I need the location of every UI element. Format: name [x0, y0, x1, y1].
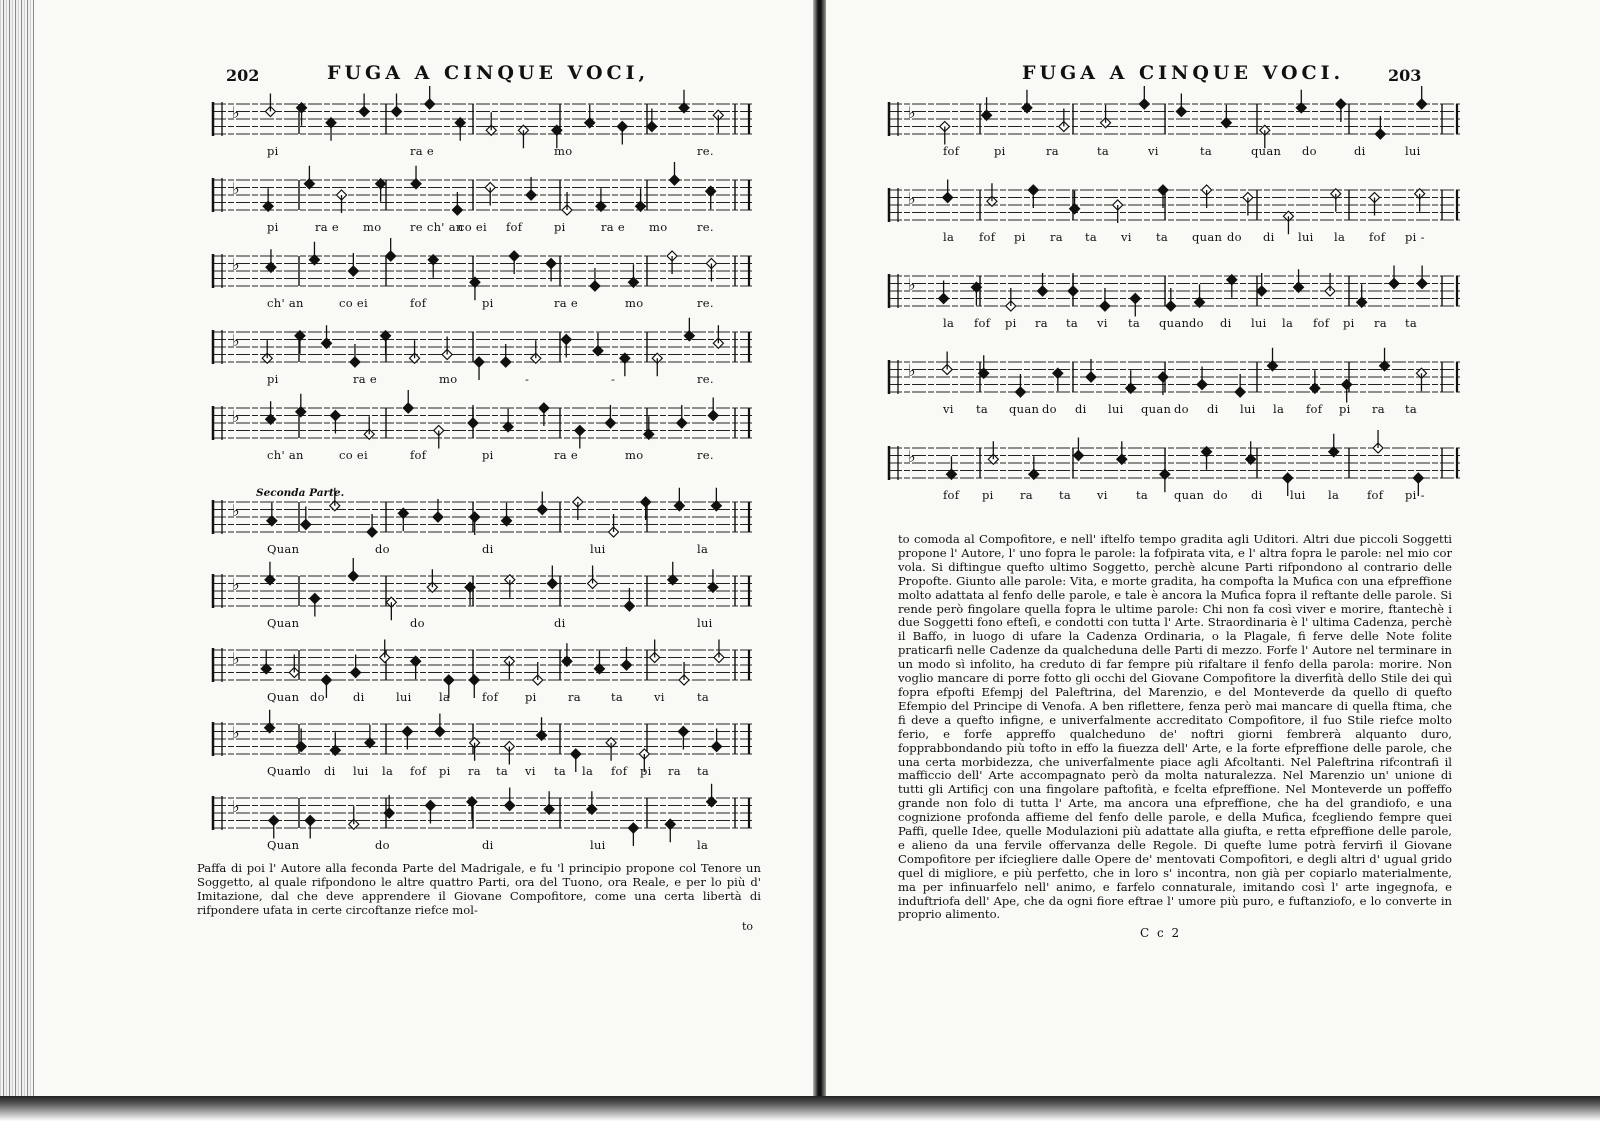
- lyric-syllable: lui: [396, 690, 412, 704]
- staff-lines: [212, 718, 752, 764]
- lyric-syllable: ra: [1374, 316, 1387, 330]
- staff-lines: [212, 98, 752, 144]
- lyric-syllable: pi: [482, 296, 494, 310]
- lyric-syllable: Quan: [267, 690, 300, 704]
- lyric-syllable: ta: [976, 402, 989, 416]
- staff-lines: [212, 250, 752, 296]
- lyric-syllable: re ch' an: [410, 220, 464, 234]
- section-label: Seconda Parte.: [256, 487, 345, 499]
- lyric-syllable: di: [353, 690, 365, 704]
- lyric-syllable: fof: [410, 296, 427, 310]
- lyric-syllable: lui: [1298, 230, 1314, 244]
- lyric-syllable: la: [1273, 402, 1285, 416]
- lyric-syllable: quan: [1159, 316, 1190, 330]
- lyric-syllable: lui: [1240, 402, 1256, 416]
- staff-lines: [212, 644, 752, 690]
- lyric-syllable: re.: [697, 448, 714, 462]
- lyric-syllable: re.: [697, 372, 714, 386]
- right-running-head: FUGA A CINQUE VOCI.: [1022, 62, 1345, 84]
- svg-text:♭: ♭: [232, 723, 240, 742]
- lyric-syllable: la: [697, 542, 709, 556]
- svg-text:♭: ♭: [232, 797, 240, 816]
- lyric-syllable: ra: [568, 690, 581, 704]
- lyric-syllable: di: [482, 838, 494, 852]
- lyric-syllable: fof: [1369, 230, 1386, 244]
- svg-text:♭: ♭: [232, 331, 240, 350]
- music-staff: [212, 326, 752, 386]
- lyric-syllable: pi: [439, 764, 451, 778]
- svg-text:♭: ♭: [232, 103, 240, 122]
- lyric-syllable: re.: [697, 296, 714, 310]
- catchword: to: [742, 920, 754, 933]
- lyric-syllable: pi -: [1405, 488, 1425, 502]
- lyric-syllable: pi: [994, 144, 1006, 158]
- music-staff: [888, 98, 1460, 158]
- lyric-syllable: vi: [1097, 316, 1108, 330]
- lyric-syllable: ra: [1372, 402, 1385, 416]
- lyric-syllable: di: [1354, 144, 1366, 158]
- lyric-syllable: Quan: [267, 542, 300, 556]
- lyric-syllable: ch' an: [267, 448, 304, 462]
- lyric-syllable: vi: [1097, 488, 1108, 502]
- lyric-syllable: ta: [1200, 144, 1213, 158]
- lyric-syllable: do: [1227, 230, 1242, 244]
- lyric-syllable: pi: [1343, 316, 1355, 330]
- lyric-syllable: ta: [1156, 230, 1169, 244]
- lyric-syllable: pi: [1014, 230, 1026, 244]
- lyric-syllable: vi: [943, 402, 954, 416]
- svg-text:♭: ♭: [232, 649, 240, 668]
- lyric-syllable: ra: [1046, 144, 1059, 158]
- staff-lines: [888, 98, 1460, 144]
- lyric-syllable: pi: [982, 488, 994, 502]
- right-page: [826, 0, 1600, 1098]
- book-binding-edge: [0, 0, 34, 1098]
- lyric-syllable: mo: [625, 296, 644, 310]
- lyric-syllable: ra e: [554, 296, 579, 310]
- music-staff: [212, 718, 752, 778]
- lyric-syllable: do: [1302, 144, 1317, 158]
- music-staff: [212, 570, 752, 630]
- lyric-syllable: vi: [654, 690, 665, 704]
- lyric-syllable: ta: [1405, 316, 1418, 330]
- lyric-syllable: fof: [410, 448, 427, 462]
- music-staff: [212, 792, 752, 852]
- lyric-syllable: co ei: [339, 448, 369, 462]
- staff-lines: [888, 442, 1460, 488]
- lyric-syllable: lui: [1290, 488, 1306, 502]
- lyric-syllable: ta: [1085, 230, 1098, 244]
- lyric-syllable: ta: [697, 764, 710, 778]
- lyric-syllable: di: [1220, 316, 1232, 330]
- lyric-syllable: pi: [525, 690, 537, 704]
- lyric-syllable: quan: [1174, 488, 1205, 502]
- lyric-syllable: lui: [1405, 144, 1421, 158]
- svg-text:♭: ♭: [908, 361, 916, 380]
- lyric-syllable: Quan: [267, 616, 300, 630]
- lyric-syllable: do: [1174, 402, 1189, 416]
- lyric-syllable: ta: [1066, 316, 1079, 330]
- lyric-syllable: ta: [496, 764, 509, 778]
- lyric-syllable: pi: [640, 764, 652, 778]
- lyric-syllable: co ei: [339, 296, 369, 310]
- lyric-syllable: pi: [267, 144, 279, 158]
- lyric-syllable: la: [1334, 230, 1346, 244]
- lyric-syllable: do: [296, 764, 311, 778]
- lyric-syllable: di: [1207, 402, 1219, 416]
- lyric-syllable: fof: [611, 764, 628, 778]
- music-staff: [888, 442, 1460, 502]
- lyric-syllable: Quan: [267, 838, 300, 852]
- lyric-syllable: ra e: [554, 448, 579, 462]
- lyric-syllable: ra e: [410, 144, 435, 158]
- lyric-syllable: do: [375, 542, 390, 556]
- staff-lines: [888, 270, 1460, 316]
- lyric-syllable: ta: [1059, 488, 1072, 502]
- lyric-syllable: vi: [525, 764, 536, 778]
- lyric-syllable: co ei: [458, 220, 488, 234]
- left-prose: [197, 862, 761, 918]
- lyric-syllable: ch' an: [267, 296, 304, 310]
- staff-lines: [212, 496, 752, 542]
- lyric-syllable: ta: [1097, 144, 1110, 158]
- lyric-syllable: di: [324, 764, 336, 778]
- lyric-syllable: -: [525, 372, 530, 386]
- bottom-edge-shadow: [0, 1096, 1600, 1121]
- lyric-syllable: la: [943, 230, 955, 244]
- right-page-number: 203: [1388, 66, 1422, 85]
- lyric-syllable: pi -: [1405, 230, 1425, 244]
- left-prose-paragraph: Paffa di poi l' Autore alla feconda Parte del Madrigale, e fu 'l principio propone col Tenore un Soggetto, al quale rifpondono le altre quattro Parti, ora del Tuono, ora Reale, e per lo più d' Imitazione, dal che deve apprendere il Giovane Compofitore, come una certa libertà di rifpondere ufata in certe circoftanze riefce mol-: [197, 861, 761, 917]
- lyric-syllable: di: [1075, 402, 1087, 416]
- lyric-syllable: di: [1251, 488, 1263, 502]
- lyric-syllable: fof: [974, 316, 991, 330]
- lyric-syllable: la: [382, 764, 394, 778]
- page-gutter: [813, 0, 826, 1098]
- lyric-syllable: mo: [439, 372, 458, 386]
- lyric-syllable: ta: [1128, 316, 1141, 330]
- lyric-syllable: do: [1042, 402, 1057, 416]
- lyric-syllable: di: [1263, 230, 1275, 244]
- lyric-syllable: fof: [506, 220, 523, 234]
- music-staff: [888, 356, 1460, 416]
- right-prose: [898, 533, 1452, 922]
- music-staff: [212, 98, 752, 158]
- lyric-syllable: do: [410, 616, 425, 630]
- lyric-syllable: lui: [697, 616, 713, 630]
- music-staff: [212, 402, 752, 462]
- lyric-syllable: pi: [482, 448, 494, 462]
- lyric-syllable: fof: [943, 144, 960, 158]
- lyric-syllable: do: [1213, 488, 1228, 502]
- lyric-syllable: fof: [943, 488, 960, 502]
- lyric-syllable: ta: [1405, 402, 1418, 416]
- music-staff: [212, 250, 752, 310]
- lyric-syllable: ra e: [601, 220, 626, 234]
- lyric-syllable: lui: [1251, 316, 1267, 330]
- lyric-syllable: la: [943, 316, 955, 330]
- lyric-syllable: lui: [590, 542, 606, 556]
- lyric-syllable: pi: [267, 372, 279, 386]
- svg-text:♭: ♭: [232, 575, 240, 594]
- staff-lines: [212, 402, 752, 448]
- svg-text:♭: ♭: [232, 407, 240, 426]
- lyric-syllable: lui: [1108, 402, 1124, 416]
- music-staff: [212, 644, 752, 704]
- lyric-syllable: fof: [979, 230, 996, 244]
- music-staff: [888, 184, 1460, 244]
- lyric-syllable: pi: [1005, 316, 1017, 330]
- staff-lines: [888, 184, 1460, 230]
- signature-mark: C c 2: [1140, 926, 1182, 940]
- lyric-syllable: fof: [1306, 402, 1323, 416]
- staff-lines: [212, 570, 752, 616]
- lyric-syllable: quan: [1009, 402, 1040, 416]
- lyric-syllable: re.: [697, 144, 714, 158]
- svg-text:♭: ♭: [908, 189, 916, 208]
- lyric-syllable: ta: [1136, 488, 1149, 502]
- lyric-syllable: fof: [410, 764, 427, 778]
- staff-lines: [212, 174, 752, 220]
- svg-text:♭: ♭: [232, 179, 240, 198]
- svg-text:♭: ♭: [908, 447, 916, 466]
- lyric-syllable: ra: [1035, 316, 1048, 330]
- lyric-syllable: mo: [363, 220, 382, 234]
- lyric-syllable: ta: [554, 764, 567, 778]
- lyric-syllable: ra: [668, 764, 681, 778]
- right-prose-paragraph: to comoda al Compofitore, e nell' iftelfo tempo gradita agli Uditori. Altri due piccoli Soggetti propone l' Autore, l' uno fopra le parole: la fofpirata vita, e l' altra fopra le parole: nel mio cor vola. Si diftingue quefto ultimo Soggetto, perchè alcune Parti rifpondono al contrario delle Propofte. Giunto alle parole: Vita, e morte gradita, ha compofta la Mufica con una efpreffione molto adattata al fenfo delle parole, e tale è ancora la Mufica fopra il reftante delle parole. Si rende però fingolare quella fopra le ultime parole: Chi non fa così viver e morire, ftantechè i due Soggetti fono efteſi, e condotti con tutta l' Arte. Straordinaria è l' ultima Cadenza, perchè il Baffo, in luogo di ufare la Cadenza Ordinaria, o la Plagale, fi ferve delle Note folite praticarfi nelle Cadenze da qualcheduna delle Parti di mezzo. Forfe l' Autore nel terminare in un modo sì infolito, ha creduto di far fempre più rifaltare il fenfo della parola: morire. Non voglio mancare di porre fotto gli occhi del Giovane Compofitore la diverfità dello Stile dei quì fopra efpofti Efempj del Paleftrina, del Marenzio, e del Monteverde da quello di quefto Efempio del Principe di Venofa. A ben riflettere, fenza però mai mancare di quella ftima, che fi deve a quefto infigne, e univerfalmente accreditato Compofitore, il fuo Stile riefce molto ferio, e forfe appreffo qualcheduno de' noftri giorni fembrerà alquanto duro, fopprabbondando più tofto in effo la fiuezza dell' Arte, e la forte efpreffione delle parole, che una certa morbidezza, che univerfalmente piace agli Afcoltanti. Nel Paleftrina rifcontrafi il mafficcio dell' Arte accompagnato però da molta naturalezza. Nel Marenzio un' unione di tutti gli Artificj con una fingolare paftofità, e fcelta efpreffione. Nel Monteverde un poffeffo grande non folo di tutta l' Arte, ma ancora una efpreffione, che ha del grandiofo, e una cognizione profonda affieme del fenfo delle parole, e della Mufica, fcegliendo fempre quei Paffi, quelle Idee, quelle Modulazioni più adattate alla giufta, e retta efpreffione delle parole, e alieno da una fervile offervanza delle Regole. Di quefte lume potrà fervirfi il Giovane Compofitore per ifciegliere dalle Opere de' mentovati Compofitori, e degli altri d' ugual grido quel di migliore, e più perfetto, che in loro s' incontra, non già per copiarlo materialmente, ma per infinuarfelo nell' animo, e farfelo connaturale, imitando così l' arte ingegnofa, e induftriofa dell' Ape, che da ogni fiore eftrae l' umore più puro, e fuftanziofo, e lo converte in proprio alimento.: [898, 532, 1452, 922]
- staff-lines: [212, 792, 752, 838]
- lyric-syllable: Quan: [267, 764, 300, 778]
- lyric-syllable: mo: [625, 448, 644, 462]
- lyric-syllable: mo: [554, 144, 573, 158]
- music-staff: [212, 496, 752, 556]
- lyric-syllable: do: [310, 690, 325, 704]
- lyric-syllable: vi: [1121, 230, 1132, 244]
- lyric-syllable: re.: [697, 220, 714, 234]
- lyric-syllable: vi: [1148, 144, 1159, 158]
- lyric-syllable: ra e: [353, 372, 378, 386]
- lyric-syllable: la: [1282, 316, 1294, 330]
- lyric-syllable: fof: [482, 690, 499, 704]
- lyric-syllable: ra: [1020, 488, 1033, 502]
- lyric-syllable: ta: [697, 690, 710, 704]
- left-running-head: FUGA A CINQUE VOCI,: [327, 62, 650, 84]
- staff-lines: [888, 356, 1460, 402]
- staff-lines: [212, 326, 752, 372]
- lyric-syllable: lui: [353, 764, 369, 778]
- lyric-syllable: ta: [611, 690, 624, 704]
- svg-text:♭: ♭: [232, 255, 240, 274]
- lyric-syllable: pi: [554, 220, 566, 234]
- svg-text:♭: ♭: [232, 501, 240, 520]
- lyric-syllable: la: [697, 838, 709, 852]
- lyric-syllable: lui: [590, 838, 606, 852]
- svg-text:♭: ♭: [908, 275, 916, 294]
- lyric-syllable: di: [482, 542, 494, 556]
- lyric-syllable: pi: [1339, 402, 1351, 416]
- lyric-syllable: mo: [649, 220, 668, 234]
- lyric-syllable: quan: [1141, 402, 1172, 416]
- lyric-syllable: -: [611, 372, 616, 386]
- lyric-syllable: la: [1328, 488, 1340, 502]
- lyric-syllable: la: [582, 764, 594, 778]
- lyric-syllable: fof: [1313, 316, 1330, 330]
- music-staff: [212, 174, 752, 234]
- svg-text:♭: ♭: [908, 103, 916, 122]
- lyric-syllable: quan: [1251, 144, 1282, 158]
- lyric-syllable: quan: [1192, 230, 1223, 244]
- lyric-syllable: pi: [267, 220, 279, 234]
- lyric-syllable: la: [439, 690, 451, 704]
- lyric-syllable: ra e: [315, 220, 340, 234]
- lyric-syllable: do: [1189, 316, 1204, 330]
- lyric-syllable: do: [375, 838, 390, 852]
- lyric-syllable: di: [554, 616, 566, 630]
- lyric-syllable: ra: [1050, 230, 1063, 244]
- music-staff: [888, 270, 1460, 330]
- lyric-syllable: ra: [468, 764, 481, 778]
- lyric-syllable: fof: [1367, 488, 1384, 502]
- left-page-number: 202: [226, 66, 260, 85]
